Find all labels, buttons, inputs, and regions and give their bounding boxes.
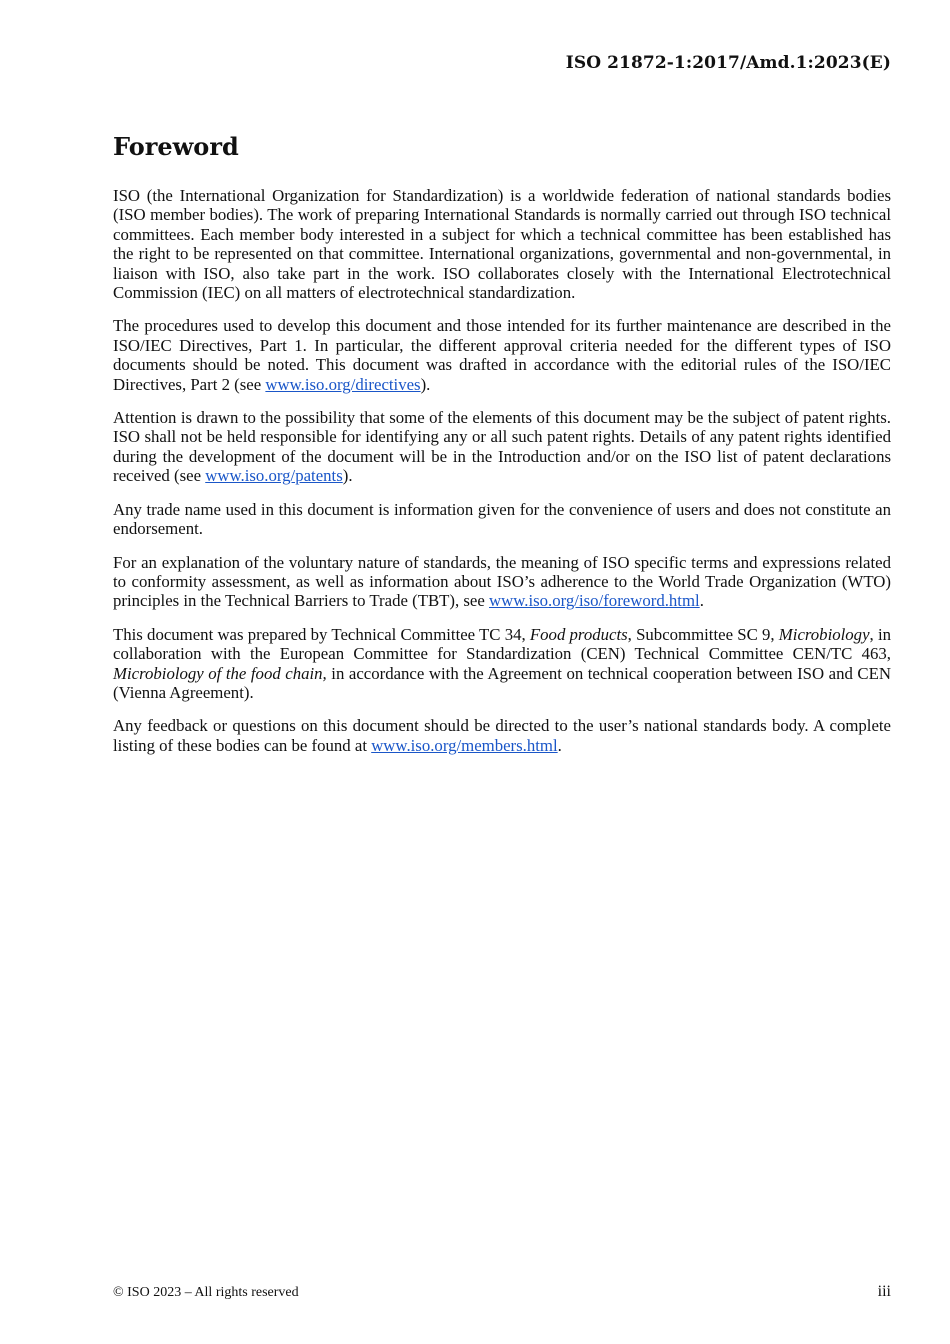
members-link[interactable]: www.iso.org/members.html — [371, 735, 558, 755]
italic-microbiology: Microbiology — [778, 624, 870, 644]
paragraph-feedback — [113, 716, 891, 755]
copyright-notice: © ISO 2023 – All rights reserved — [113, 1285, 299, 1300]
paragraph-text: . — [699, 591, 704, 611]
paragraph-text: Attention is drawn to the possibility that some of the elements of this document may be the subject of patent rights. ISO shall not be held responsible for identifying any or all such patent rights. Details of any patent rights identified during the development of the document will be in the Introduction and/or on the ISO list of patent declarations received (see — [113, 408, 891, 486]
directives-link[interactable]: www.iso.org/directives — [265, 374, 421, 394]
foreword-link[interactable]: www.iso.org/iso/foreword.html — [489, 591, 700, 611]
paragraph-text: ). — [420, 374, 431, 394]
paragraph-iso-intro: ISO (the International Organization for Standardization) is a worldwide federation of national standards bodies (ISO member bodies). The work of preparing International Standards is normally carried out through ISO technical committees. Each member body interested in a subject for which a technical committee has been established has the right to be represented on that committee. International organizations, governmental and non-governmental, in liaison with ISO, also take part in the work. ISO collaborates closely with the International Electrotechnical Commission (IEC) on all matters of electrotechnical standardization. — [113, 186, 891, 303]
italic-food-products: Food products — [529, 624, 628, 644]
paragraph-procedures — [113, 316, 891, 394]
paragraph-text: , in collaboration with the European Committee for Standardization (CEN) Technical Committee CEN/TC 463, — [113, 624, 891, 664]
foreword-content — [113, 186, 891, 769]
paragraph-text: , Subcommittee SC 9, — [627, 624, 779, 644]
patents-link[interactable]: www.iso.org/patents — [205, 466, 343, 486]
paragraph-text: The procedures used to develop this document and those intended for its further maintenance are described in the ISO/IEC Directives, Part 1. In particular, the different approval criteria needed for the different types of ISO documents should be noted. This document was drafted in accordance with the editorial rules of the ISO/IEC Directives, Part 2 (see — [113, 316, 891, 394]
paragraph-trade-name: Any trade name used in this document is information given for the convenience of users and does not constitute an endorsement. — [113, 499, 891, 539]
document-id: ISO 21872-1:2017/Amd.1:2023(E) — [565, 53, 891, 73]
page-title: Foreword — [113, 132, 239, 161]
paragraph-text: ). — [342, 466, 353, 486]
paragraph-text: Any feedback or questions on this document should be directed to the user’s national standards body. A complete listing of these bodies can be found at — [113, 716, 891, 755]
paragraph-text: . — [557, 735, 562, 755]
page-number: iii — [877, 1283, 891, 1300]
paragraph-committee — [113, 625, 891, 703]
paragraph-text: in accordance with the Agreement on technical cooperation between ISO and CEN (Vienna Agreement). — [113, 663, 891, 702]
paragraph-text: For an explanation of the voluntary nature of standards, the meaning of ISO specific terms and expressions related to conformity assessment, as well as information about ISO’s adherence to the World Trade Organization (WTO) principles in the Technical Barriers to Trade (TBT), see — [113, 552, 891, 611]
paragraph-patents — [113, 408, 891, 486]
paragraph-voluntary-nature — [113, 553, 891, 611]
paragraph-text: This document was prepared by Technical Committee TC 34, — [113, 624, 530, 644]
italic-food-chain: Microbiology of the food chain, — [113, 663, 327, 683]
